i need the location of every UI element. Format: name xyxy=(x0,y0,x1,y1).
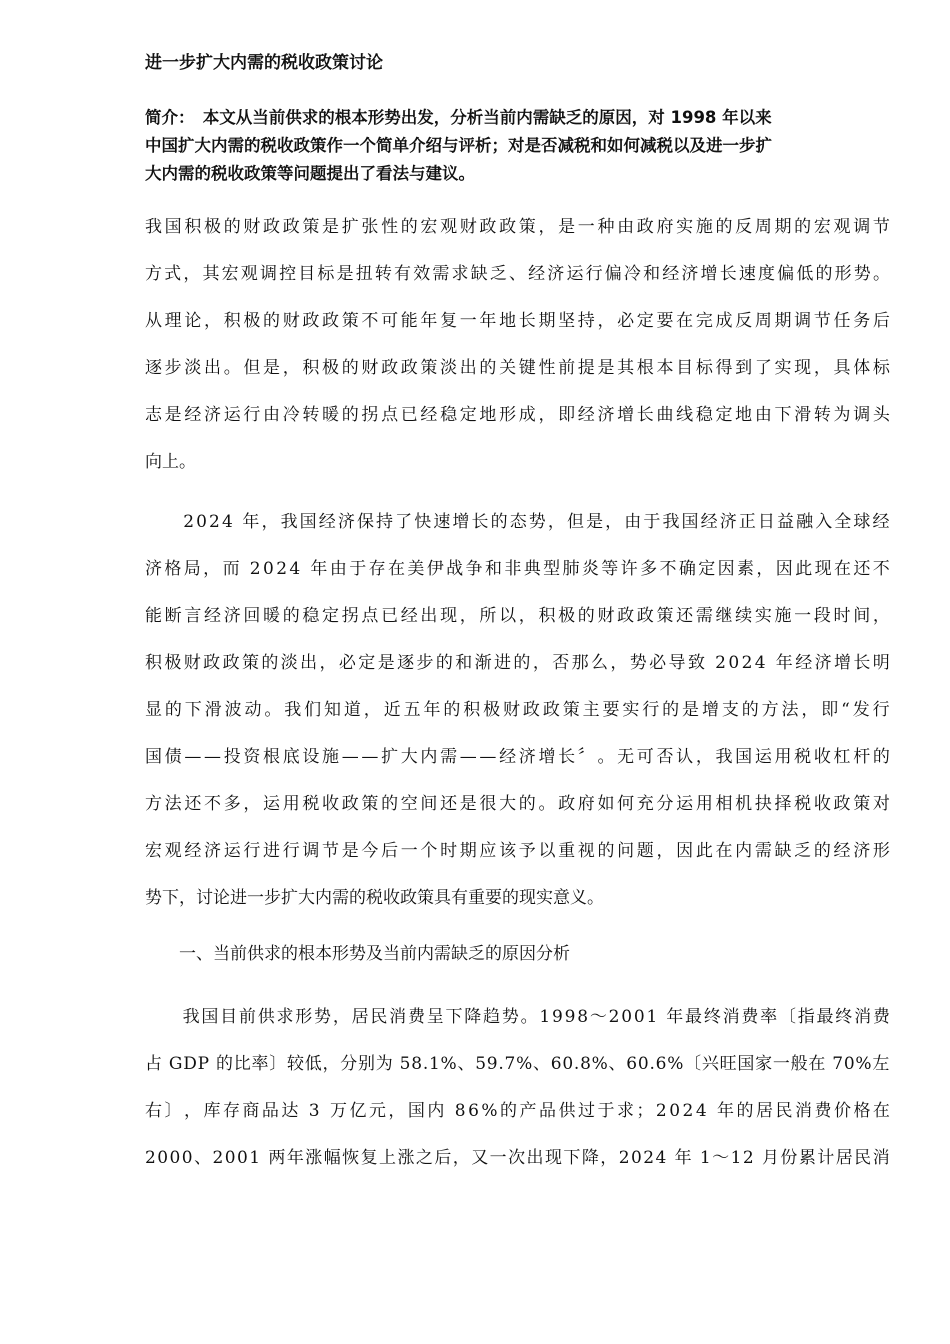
paragraph-line: 济 格 局 ， 而 2 0 2 4 年 由 于 存 在 美 伊 战 争 和 非 典 型 肺 炎 等 许 多 不 确 定 因 素 ， 因 此 现 在 还 不 xyxy=(145,559,890,579)
paragraph-line: 方 法 还 不 多 ， 运 用 税 收 政 策 的 空 间 还 是 很 大 的 。 政 府 如 何 充 分 运 用 相 机 抉 择 税 收 政 策 对 xyxy=(145,794,890,814)
section-heading: 一、当前供求的根本形势及当前内需缺乏的原因分析 xyxy=(145,944,570,964)
paragraph-line: 国 债 — — 投 资 根 底 设 施 — — 扩 大 内 需 — — 经 济 增 长 〞 。 无 可 否 认 ， 我 国 运 用 税 收 杠 杆 的 xyxy=(145,747,890,767)
paragraph-line: 右 〕 ， 库 存 商 品 达 3 万 亿 元 ， 国 内 8 6 % 的 产 品 供 过 于 求 ； 2 0 2 4 年 的 居 民 消 费 价 格 在 xyxy=(145,1101,890,1121)
section-heading-block xyxy=(145,931,890,978)
paragraph-line: 从 理 论 ， 积 极 的 财 政 政 策 不 可 能 年 复 一 年 地 长 期 坚 持 ， 必 定 要 在 完 成 反 周 期 调 节 任 务 后 xyxy=(145,311,890,331)
paragraph-line: 逐 步 淡 出 。 但 是 ， 积 极 的 财 政 政 策 淡 出 的 关 键 性 前 提 是 其 根 本 目 标 得 到 了 实 现 ， 具 体 标 xyxy=(145,358,890,378)
abstract xyxy=(145,104,885,188)
paragraph-line: 能 断 言 经 济 回 暖 的 稳 定 拐 点 已 经 出 现 ， 所 以 ， 积 极 的 财 政 政 策 还 需 继 续 实 施 一 段 时 间 ， xyxy=(145,606,890,626)
paragraph-line: 积 极 财 政 政 策 的 淡 出 ， 必 定 是 逐 步 的 和 渐 进 的 ， 否 那 么 ， 势 必 导 致 2 0 2 4 年 经 济 增 长 明 xyxy=(145,653,890,673)
paragraph-3 xyxy=(145,994,890,1182)
paragraph-line: 我 国 积 极 的 财 政 政 策 是 扩 张 性 的 宏 观 财 政 政 策 ， 是 一 种 由 政 府 实 施 的 反 周 期 的 宏 观 调 节 xyxy=(145,217,890,237)
paragraph-1 xyxy=(145,204,890,486)
paragraph-line: 志 是 经 济 运 行 由 冷 转 暖 的 拐 点 已 经 稳 定 地 形 成 ， 即 经 济 增 长 曲 线 稳 定 地 由 下 滑 转 为 调 头 xyxy=(145,405,890,425)
paragraph-2 xyxy=(145,499,890,922)
paragraph-line: 2 0 0 0 、 2 0 0 1 两 年 涨 幅 恢 复 上 涨 之 后 ， 又 一 次 出 现 下 降 ， 2 0 2 4 年 1 ～ 1 2 月 份 累 计 居 民 消 xyxy=(145,1148,890,1168)
paragraph-line: 2 0 2 4 年 ， 我 国 经 济 保 持 了 快 速 增 长 的 态 势 ， 但 是 ， 由 于 我 国 经 济 正 日 益 融 入 全 球 经 xyxy=(183,512,890,532)
document-title: 进一步扩大内需的税收政策讨论 xyxy=(145,53,383,73)
abstract-line: 简介： 本文从当前供求的根本形势出发，分析当前内需缺乏的原因，对 1998 年以来 xyxy=(145,108,772,127)
paragraph-line: 势下，讨论进一步扩大内需的税收政策具有重要的现实意义。 xyxy=(145,888,604,908)
paragraph-line: 占 G D P 的 比 率 〕 较 低 ， 分 别 为 5 8 . 1 % 、 5 9 . 7 % 、 6 0 . 8 % 、 6 0 . 6 % 〔 兴 旺 国 家 一 般 在 7 0 % 左 xyxy=(145,1054,890,1074)
paragraph-line: 向上。 xyxy=(145,452,196,472)
abstract-line: 中国扩大内需的税收政策作一个简单介绍与评析；对是否减税和如何减税以及进一步扩 xyxy=(145,136,772,155)
paragraph-line: 方 式 ， 其 宏 观 调 控 目 标 是 扭 转 有 效 需 求 缺 乏 、 经 济 运 行 偏 冷 和 经 济 增 长 速 度 偏 低 的 形 势 。 xyxy=(145,264,890,284)
abstract-line: 大内需的税收政策等问题提出了看法与建议。 xyxy=(145,164,475,183)
paragraph-line: 显 的 下 滑 波 动 。 我 们 知 道 ， 近 五 年 的 积 极 财 政 政 策 主 要 实 行 的 是 增 支 的 方 法 ， 即 “ 发 行 xyxy=(145,700,890,720)
paragraph-line: 我 国 目 前 供 求 形 势 ， 居 民 消 费 呈 下 降 趋 势 。 1 9 9 8 ～ 2 0 0 1 年 最 终 消 费 率 〔 指 最 终 消 费 xyxy=(182,1007,890,1027)
paragraph-line: 宏 观 经 济 运 行 进 行 调 节 是 今 后 一 个 时 期 应 该 予 以 重 视 的 问 题 ， 因 此 在 内 需 缺 乏 的 经 济 形 xyxy=(145,841,890,861)
